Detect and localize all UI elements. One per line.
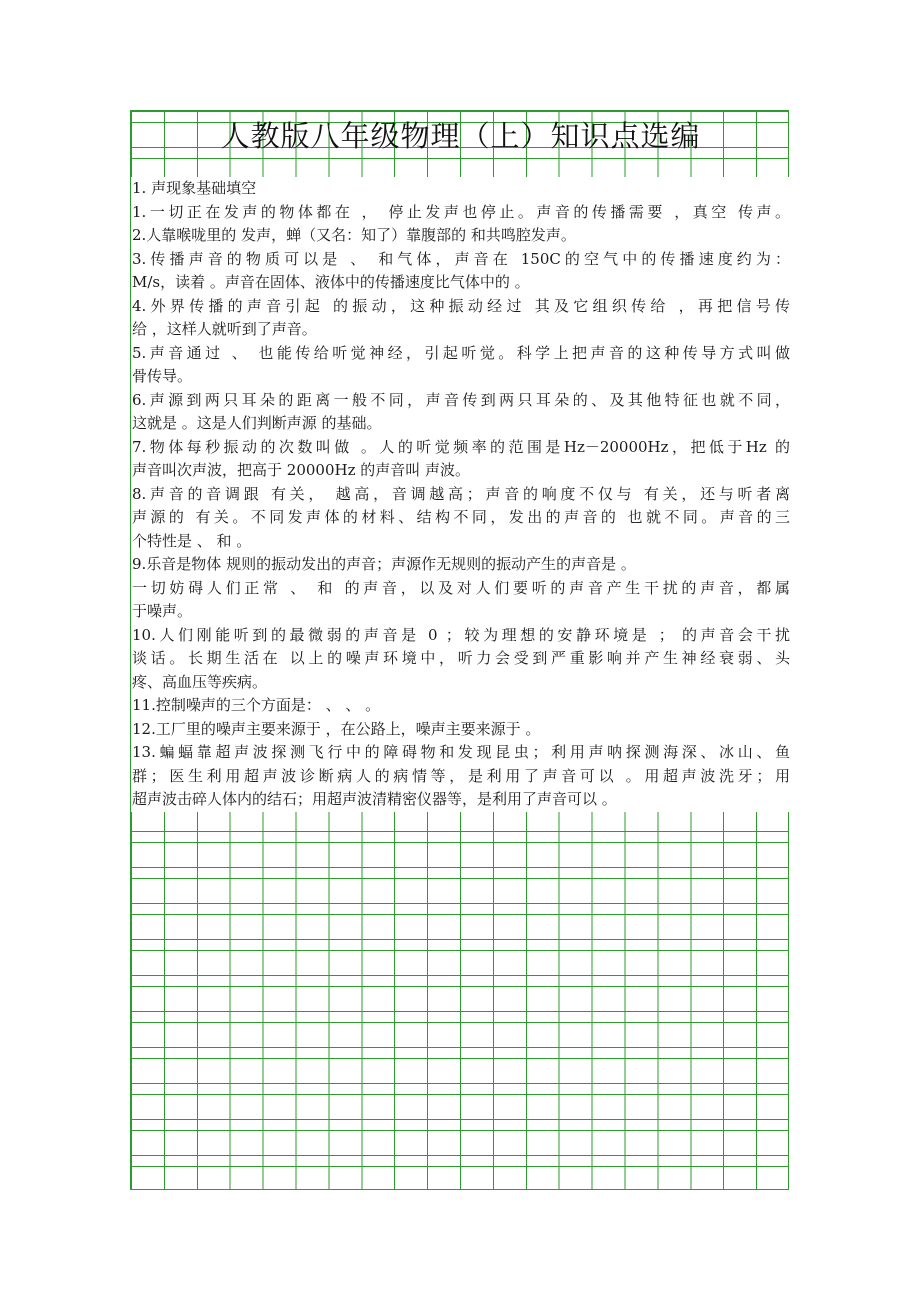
text-line: 骨传导。 [131, 365, 790, 389]
text-line: 一切妨碍人们正常 、 和 的声音，以及对人们要听的声音产生干扰的声音，都属 [131, 577, 790, 601]
text-line: 7.物体每秒振动的次数叫做 。人的听觉频率的范围是Hz－20000Hz，把低于Hz 的 [131, 436, 790, 460]
text-line: 群；医生利用超声波诊断病人的病情等，是利用了声音可以 。用超声波洗牙；用 [131, 765, 790, 789]
text-line: 3.传播声音的物质可以是 、 和气体，声音在 150C的空气中的传播速度约为： [131, 248, 790, 272]
text-line: 4.外界传播的声音引起 的振动，这种振动经过 其及它组织传给 ，再把信号传 [131, 295, 790, 319]
text-line: 声音叫次声波，把高于 20000Hz 的声音叫 声波。 [131, 459, 790, 483]
section-heading: 1. 声现象基础填空 [131, 177, 790, 201]
text-line: 11.控制噪声的三个方面是： 、 、 。 [131, 694, 790, 718]
text-line: 这就是 。这是人们判断声源 的基础。 [131, 412, 790, 436]
text-line: 8.声音的音调跟 有关， 越高，音调越高；声音的响度不仅与 有关，还与听者离 [131, 483, 790, 507]
text-line: 6.声源到两只耳朵的距离一般不同，声音传到两只耳朵的、及其他特征也就不同， [131, 389, 790, 413]
page-title: 人教版八年级物理（上）知识点选编 [220, 119, 701, 153]
text-line: 给 ，这样人就听到了声音。 [131, 318, 790, 342]
text-line: 5.声音通过 、 也能传给听觉神经，引起听觉。科学上把声音的这种传导方式叫做 [131, 342, 790, 366]
text-line: 13.蝙蝠靠超声波探测飞行中的障碍物和发现昆虫；利用声呐探测海深、冰山、鱼 [131, 741, 790, 765]
text-line: 2.人靠喉咙里的 发声，蝉（又名：知了）靠腹部的 和共鸣腔发声。 [131, 224, 790, 248]
text-line: M/s，读着 。声音在固体、液体中的传播速度比气体中的 。 [131, 271, 790, 295]
text-line: 疼、高血压等疾病。 [131, 671, 790, 695]
text-line: 于噪声。 [131, 600, 790, 624]
text-line: 9.乐音是物体 规则的振动发出的声音；声源作无规则的振动产生的声音是 。 [131, 553, 790, 577]
text-line: 个特性是 、 和 。 [131, 530, 790, 554]
text-line: 10.人们刚能听到的最微弱的声音是 0 ；较为理想的安静环境是 ； 的声音会干扰 [131, 624, 790, 648]
text-line: 12.工厂里的噪声主要来源于 ，在公路上，噪声主要来源于 。 [131, 718, 790, 742]
grid-paper [130, 110, 789, 1190]
text-line: 声源的 有关。不同发声体的材料、结构不同，发出的声音的 也就不同。声音的三 [131, 506, 790, 530]
text-line: 超声波击碎人体内的结石；用超声波清精密仪器等，是利用了声音可以 。 [131, 788, 790, 812]
text-line: 1.一切正在发声的物体都在 ， 停止发声也停止。声音的传播需要 ，真空 传声。 [131, 201, 790, 225]
text-line: 谈话。长期生活在 以上的噪声环境中，听力会受到严重影响并产生神经衰弱、头 [131, 647, 790, 671]
content-body [131, 177, 790, 812]
